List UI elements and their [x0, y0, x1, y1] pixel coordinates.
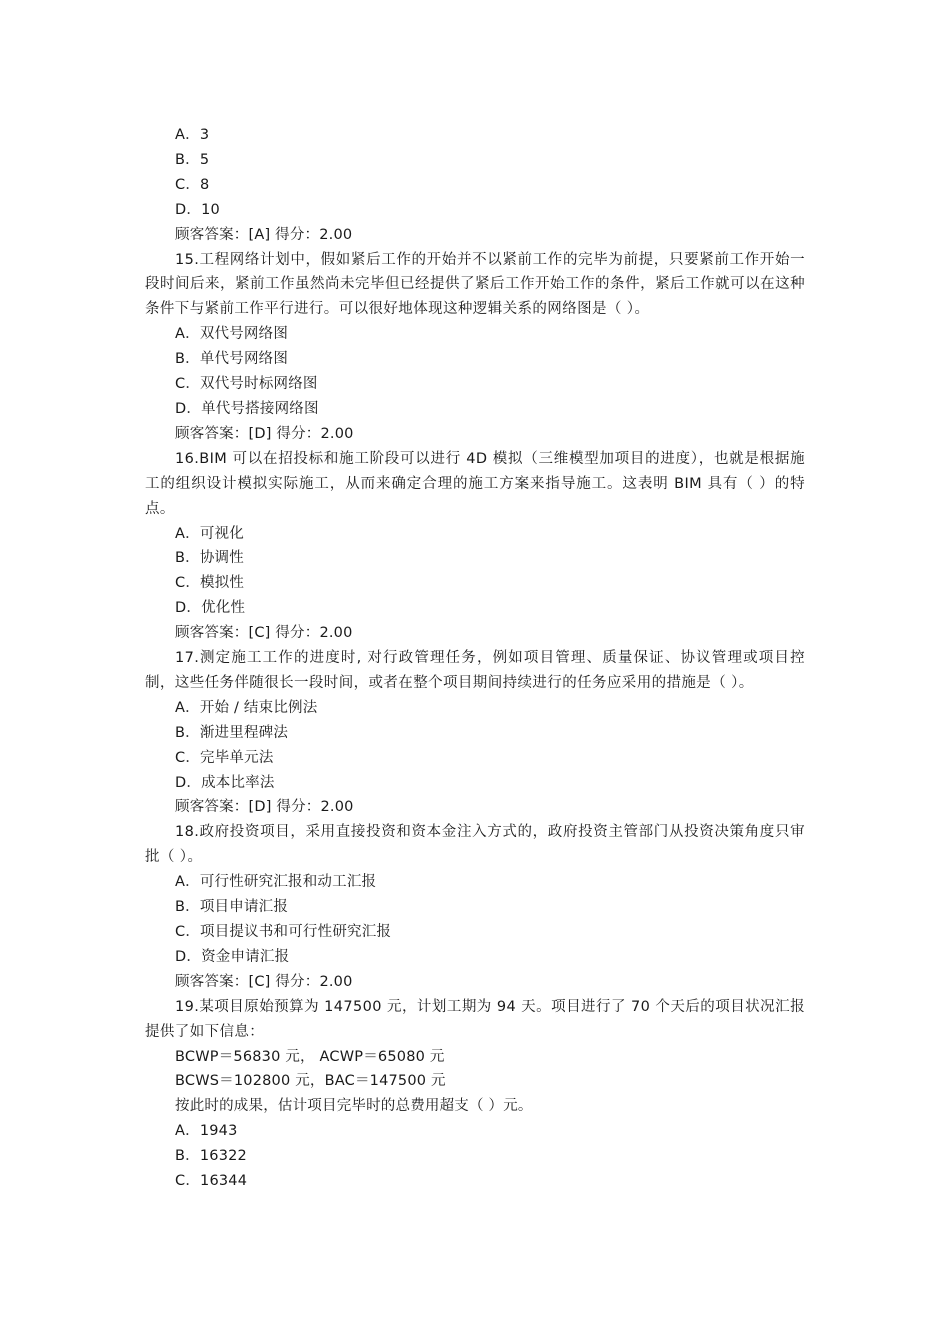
- question-stem: 17.测定施工工作的进度时, 对行政管理任务，例如项目管理、质量保证、协议管理或项目控制，这些任务伴随很长一段时间，或者在整个项目期间持续进行的任务应采用的措施是（ ）。: [145, 650, 805, 691]
- option-d: D．成本比率法: [175, 774, 275, 791]
- option-a: A．1943: [175, 1123, 238, 1140]
- option-d: D．单代号搭接网络图: [175, 400, 319, 417]
- option-b: B．项目申请汇报: [175, 899, 289, 916]
- option-a: A．可视化: [175, 525, 244, 542]
- option-b: B．5: [175, 151, 210, 168]
- question-17: [145, 646, 805, 820]
- option-c: C．项目提议书和可行性研究汇报: [175, 924, 392, 940]
- option-c: C．8: [175, 176, 210, 193]
- question-19: [145, 995, 805, 1194]
- question-16: [145, 447, 805, 646]
- option-b: B．协调性: [175, 550, 244, 567]
- question-18: [145, 820, 805, 994]
- question-stem: 15.工程网络计划中，假如紧后工作的开始并不以紧前工作的完毕为前提，只要紧前工作开始一段时间后来，紧前工作虽然尚未完毕但已经提供了紧后工作开始工作的条件，紧后工作就可以在这种条件下与紧前工作平行进行。可以很好地体现这种逻辑关系的网络图是（ ）。: [145, 251, 805, 318]
- answer-line: 顾客答案：[C] 得分：2.00: [175, 973, 353, 990]
- option-d: D．优化性: [175, 600, 246, 617]
- option-c: C．双代号时标网络图: [175, 376, 318, 393]
- option-a: A．开始 / 结束比例法: [175, 699, 318, 716]
- answer-line: 顾客答案：[D] 得分：2.00: [175, 799, 354, 816]
- answer-line: 顾客答案：[D] 得分：2.00: [175, 425, 354, 442]
- question-prompt: 按此时的成果，估计项目完毕时的总费用超支（ ）元。: [175, 1098, 533, 1115]
- option-b: B．16322: [175, 1148, 247, 1165]
- option-c: C．完毕单元法: [175, 749, 274, 766]
- question-15: [145, 248, 805, 447]
- question-stem: 19.某项目原始预算为 147500 元，计划工期为 94 天。项目进行了 70 个天后的项目状况汇报提供了如下信息：: [145, 998, 805, 1040]
- option-a: A．可行性研究汇报和动工汇报: [175, 874, 377, 891]
- info-line-1: BCWP＝56830 元， ACWP＝65080 元: [175, 1048, 445, 1065]
- option-c: C．模拟性: [175, 575, 245, 592]
- answer-line: 顾客答案：[A] 得分：2.00: [175, 226, 353, 243]
- option-a: A．3: [175, 127, 210, 143]
- exam-content: [145, 123, 805, 1194]
- option-b: B．单代号网络图: [175, 351, 289, 368]
- option-b: B．渐进里程碑法: [175, 724, 289, 741]
- info-line-2: BCWS＝102800 元，BAC＝147500 元: [175, 1073, 446, 1090]
- option-a: A．双代号网络图: [175, 326, 289, 343]
- option-d: D．资金申请汇报: [175, 948, 290, 965]
- option-d: D．10: [175, 201, 220, 218]
- question-14: [145, 123, 805, 248]
- question-stem: 16.BIM 可以在招投标和施工阶段可以进行 4D 模拟（三维模型加项目的进度），也就是根据施工的组织设计模拟实际施工，从而来确定合理的施工方案来指导施工。这表明 BIM 具有（ ）的特点。: [145, 450, 805, 517]
- answer-line: 顾客答案：[C] 得分：2.00: [175, 625, 353, 642]
- question-stem: 18.政府投资项目，采用直接投资和资本金注入方式的，政府投资主管部门从投资决策角度只审批（ ）。: [145, 824, 805, 866]
- option-c: C．16344: [175, 1173, 248, 1190]
